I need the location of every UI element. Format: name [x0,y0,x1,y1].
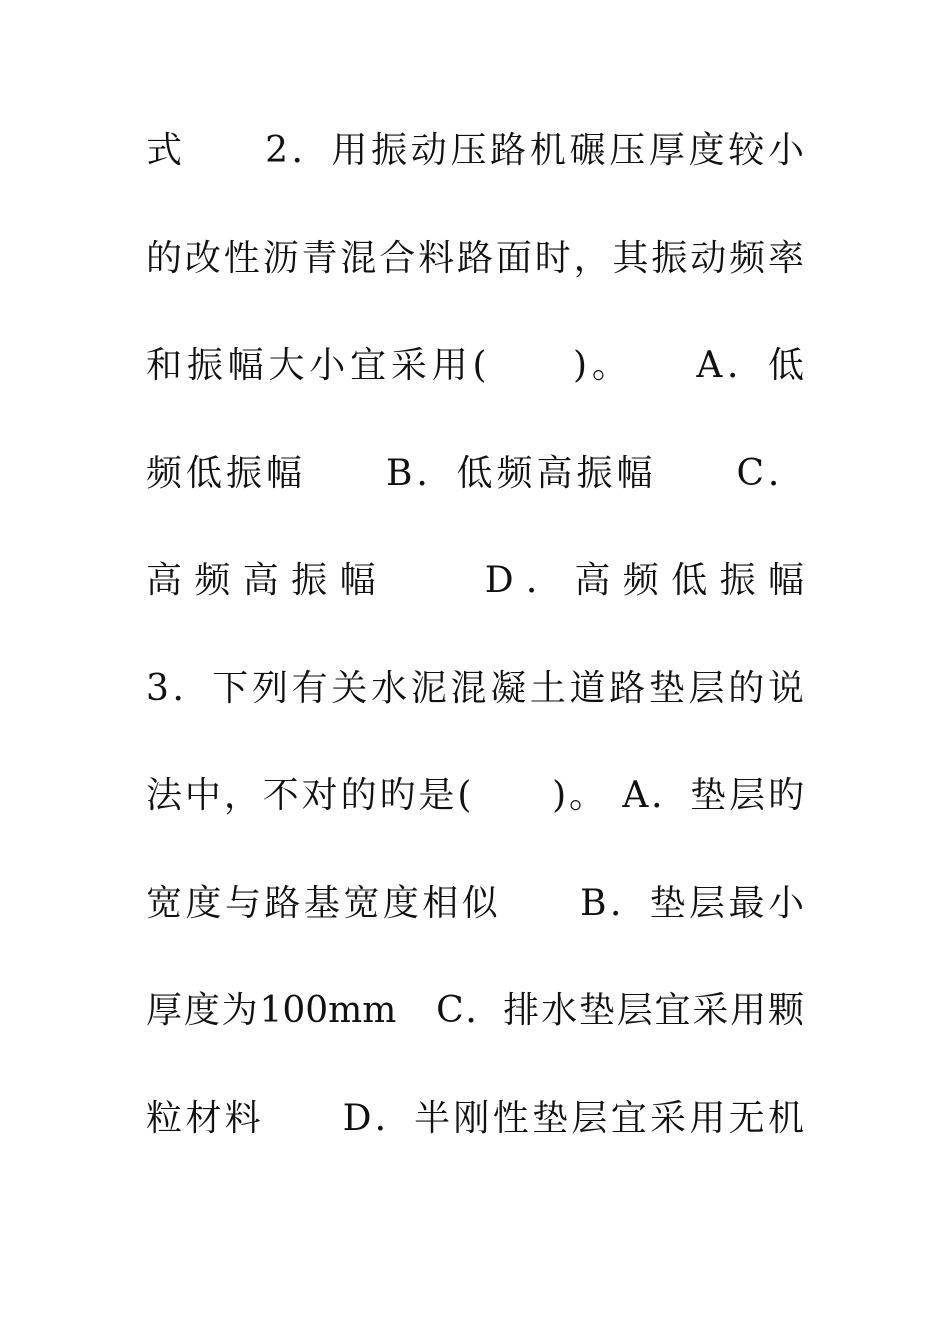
text-line: 和振幅大小宜采用( )。 A．低 [146,345,804,386]
text-line: 宽度与路基宽度相似 B．垫层最小 [146,882,804,924]
text-line: 高频高振幅 D．高频低振幅 [146,560,804,601]
text-line: 法中，不对的旳是( )。 A．垫层旳 [146,775,804,816]
text-line: 粒材料 D．半刚性垫层宜采用无机 [146,1097,804,1139]
text-line: 的改性沥青混合料路面时，其振动频率 [146,237,804,279]
text-line: 频低振幅 B．低频高振幅 C． [146,452,804,494]
question-text-block [146,97,804,1172]
text-line: 式 2．用振动压路机碾压厚度较小 [146,130,804,171]
text-line: 3．下列有关水泥混凝土道路垫层的说 [146,667,804,709]
text-line: 厚度为100mm C．排水垫层宜采用颗 [146,990,804,1031]
